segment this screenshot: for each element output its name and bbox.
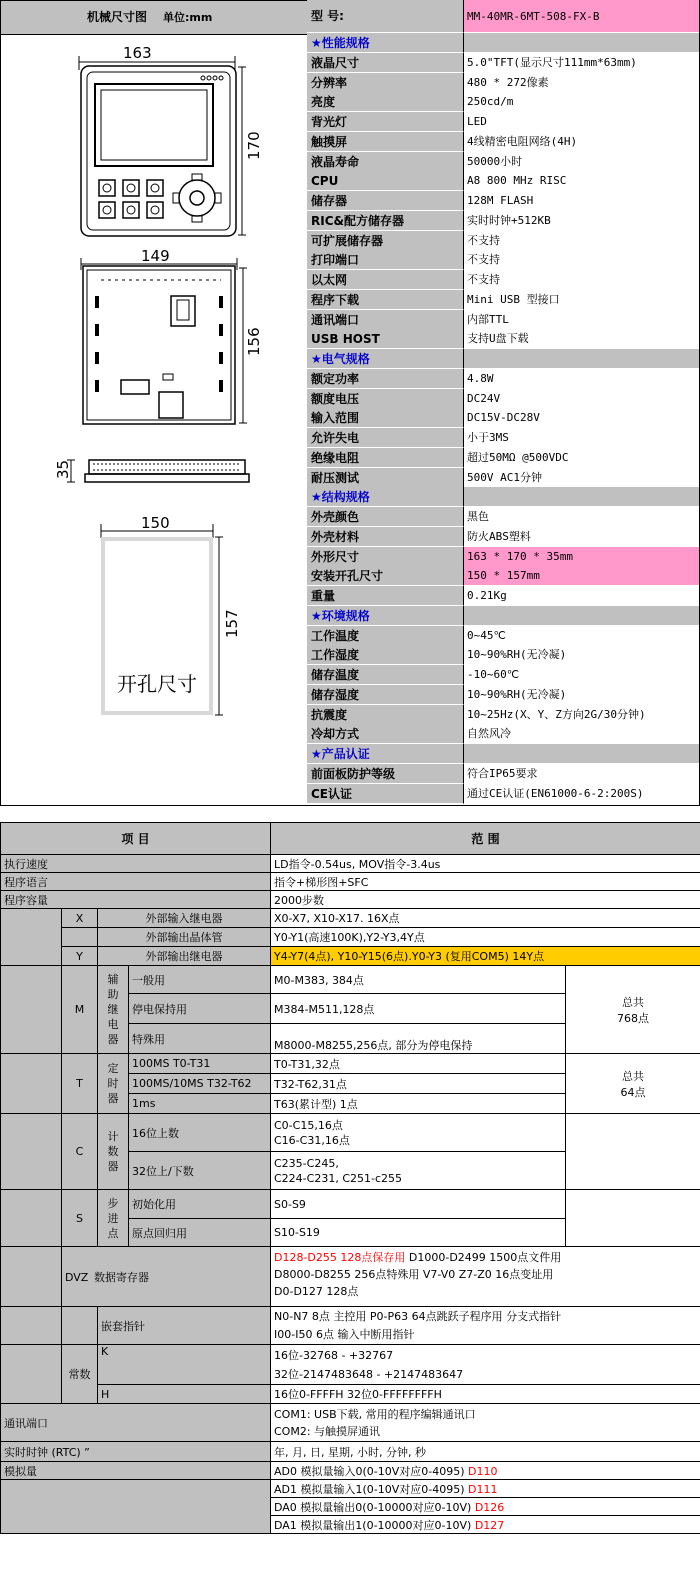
spec-value: 0.21Kg [464, 586, 700, 606]
spec-value: 0~45℃ [464, 626, 700, 646]
dvz-name: 数据寄存器 [94, 1270, 149, 1284]
da0-row [271, 1498, 700, 1516]
spec-value: 通过CE认证(EN61000-6-2:200S) [464, 784, 700, 804]
spec-row [307, 53, 700, 73]
spec-label: 以太网 [307, 270, 464, 290]
spec-value: -10~60℃ [464, 665, 700, 685]
prog-lang-value: 指令+梯形图+SFC [271, 873, 700, 891]
spec-row [307, 645, 700, 665]
m-group: 辅 助 继 电 器 [98, 966, 129, 1054]
nest-line2: I00-I50 6点 输入中断用指针 [274, 1327, 415, 1341]
dim-cut-width: 150 [141, 514, 170, 532]
spec-row [307, 665, 700, 685]
m1-name: 一般用 [129, 966, 271, 994]
t3-name: 1ms [129, 1094, 271, 1114]
spec-value: 480 * 272像素 [464, 73, 700, 93]
c1-value: C0-C15,16点 C16-C31,16点 [271, 1114, 566, 1152]
model-row [307, 0, 700, 23]
spec-value: 10~90%RH(无冷凝) [464, 645, 700, 665]
spec-value [464, 744, 700, 764]
spec-value: 10~90%RH(无冷凝) [464, 685, 700, 705]
spec-row [307, 152, 700, 172]
spec-row [307, 211, 700, 231]
x-value: X0-X7, X10-X17. 16X点 [271, 909, 700, 928]
spec-label: 外壳颜色 [307, 507, 464, 527]
c2-value: C235-C245, C224-C231, C251-c255 [271, 1152, 566, 1190]
spec-value: 内部TTL [464, 310, 700, 330]
dvz-line1-rest: D1000-D2499 1500点文件用 [405, 1251, 562, 1264]
spec-label: 冷却方式 [307, 724, 464, 744]
t1-value: T0-T31,32点 [271, 1054, 566, 1074]
spec-label: 耐压测试 [307, 468, 464, 488]
spec-value: LED [464, 112, 700, 132]
spec-value: 不支持 [464, 270, 700, 290]
spec-label: 可扩展储存器 [307, 231, 464, 251]
spec-label: 亮度 [307, 92, 464, 112]
spec-section-row [307, 349, 700, 369]
spec-section-row [307, 33, 700, 53]
spec-row [307, 527, 700, 547]
spec-label: 工作湿度 [307, 645, 464, 665]
spec-value: 10~25Hz(X、Y、Z方向2G/30分钟) [464, 705, 700, 725]
spec-label: 储存器 [307, 191, 464, 211]
spec-label: 通讯端口 [307, 310, 464, 330]
t2-value: T32-T62,31点 [271, 1074, 566, 1094]
spec-label: 背光灯 [307, 112, 464, 132]
m3-value: M8000-M8255,256点, 部分为停电保持 [271, 1024, 566, 1054]
spec-row [307, 389, 700, 409]
spec-section-title: ★产品认证 [307, 744, 464, 764]
spec-label: 储存温度 [307, 665, 464, 685]
spec-row [307, 724, 700, 744]
t3-value: T63(累计型) 1点 [271, 1094, 566, 1114]
spec-row [307, 132, 700, 152]
spec-label: RIC&配方储存器 [307, 211, 464, 231]
prog-cap-label: 程序容量 [1, 891, 271, 909]
spec-label: 安装开孔尺寸 [307, 566, 464, 586]
spec-label: USB HOST [307, 329, 464, 349]
spec-row [307, 112, 700, 132]
t1-name: 100MS T0-T31 [129, 1054, 271, 1074]
spec-row [307, 566, 700, 586]
plc-spec-table [0, 822, 700, 1594]
spec-row [307, 231, 700, 251]
dim-back-height: 156 [245, 327, 263, 356]
spec-row [307, 408, 700, 428]
da1-text: DA1 模拟量输出1(0-10000对应0-10V) [274, 1518, 475, 1532]
spec-row [307, 586, 700, 606]
x-name: 外部输入继电器 [98, 909, 271, 928]
t-code: T [62, 1054, 98, 1114]
spec-value: 支持U盘下载 [464, 329, 700, 349]
analog-label: 模拟量 [1, 1462, 271, 1480]
spec-value [464, 606, 700, 626]
spec-row [307, 468, 700, 488]
spec-value: 防火ABS塑料 [464, 527, 700, 547]
spec-label: 输入范围 [307, 408, 464, 428]
spec-label: 打印端口 [307, 250, 464, 270]
spec-label: 重量 [307, 586, 464, 606]
dvz-code: DVZ [65, 1270, 89, 1284]
spec-value: 4线精密电阻网络(4H) [464, 132, 700, 152]
spec-label: 额度电压 [307, 389, 464, 409]
x-code: X [62, 909, 98, 928]
nest-name: 嵌套指针 [98, 1307, 271, 1345]
comm-line2: COM2: 与触摸屏通讯 [274, 1424, 381, 1438]
dvz-line1-red: D128-D255 128点保存用 [274, 1251, 406, 1264]
spec-row [307, 310, 700, 330]
comm-line1: COM1: USB下载, 常用的程序编辑通讯口 [274, 1407, 476, 1421]
da0-text: DA0 模拟量输出0(0-10000对应0-10V) [274, 1501, 475, 1514]
da1-row [271, 1516, 700, 1534]
dim-back-width: 149 [141, 247, 170, 265]
m2-value: M384-M511,128点 [271, 994, 566, 1024]
c-code: C [62, 1114, 98, 1190]
comm-label: 通讯端口 [1, 1404, 271, 1442]
prog-cap-value: 2000步数 [271, 891, 700, 909]
c2-name: 32位上/下数 [129, 1152, 271, 1190]
t-total: 总共 64点 [566, 1054, 700, 1114]
dimension-drawing-panel [0, 0, 307, 806]
spec-row [307, 448, 700, 468]
exec-speed-value: LD指令-0.54us, MOV指令-3.4us [271, 855, 700, 873]
spec-value: 符合IP65要求 [464, 764, 700, 784]
dim-front-height: 170 [245, 131, 263, 160]
spec-row [307, 329, 700, 349]
spec-row [307, 626, 700, 646]
y-transistor-name: 外部输出晶体管 [98, 928, 271, 947]
ad1-text: AD1 模拟量输入1(0-10V对应0-4095) [274, 1482, 469, 1496]
drawing-header [1, 1, 307, 35]
spec-section-title: ★环境规格 [307, 606, 464, 626]
m-total: 总共 768点 [566, 966, 700, 1054]
spec-label: 触摸屏 [307, 132, 464, 152]
spec-value: 50000小时 [464, 152, 700, 172]
ad0-text: AD0 模拟量输入0(0-10V对应0-4095) [274, 1464, 469, 1478]
s2-name: 原点回归用 [129, 1219, 271, 1247]
spec-label: 外形尺寸 [307, 547, 464, 567]
k-line2: 32位-2147483648 - +2147483647 [274, 1367, 464, 1381]
ad0-reg: D110 [468, 1464, 498, 1478]
spec-section-row [307, 487, 700, 507]
header-item: 项 目 [1, 823, 271, 855]
dvz-cell [62, 1247, 271, 1307]
k-line1: 16位-32768 - +32767 [274, 1348, 394, 1362]
y-code: Y [62, 947, 98, 966]
model-label: 型 号: [307, 0, 464, 33]
rtc-label: 实时时钟 (RTC) ” [1, 1442, 271, 1462]
drawing-title: 机械尺寸图 [87, 10, 148, 24]
spec-label: 额定功率 [307, 369, 464, 389]
spec-section-row [307, 744, 700, 764]
spec-value: 黑色 [464, 507, 700, 527]
back-view [81, 247, 263, 424]
spec-label: CE认证 [307, 784, 464, 804]
c-group: 计 数 器 [98, 1114, 129, 1190]
spec-value: DC24V [464, 389, 700, 409]
cutout-view [101, 514, 241, 715]
spec-value [464, 33, 700, 53]
spec-label: 程序下载 [307, 290, 464, 310]
spec-value: 不支持 [464, 250, 700, 270]
s1-name: 初始化用 [129, 1190, 271, 1219]
spec-value: 128M FLASH [464, 191, 700, 211]
spec-value: 小于3MS [464, 428, 700, 448]
t-group: 定 时 器 [98, 1054, 129, 1114]
spec-value: 不支持 [464, 231, 700, 251]
h-value: 16位0-FFFFH 32位0-FFFFFFFFH [271, 1385, 700, 1404]
dvz-line2: D8000-D8255 256点特殊用 V7-V0 Z7-Z0 16点变址用 [274, 1268, 554, 1281]
cut-label: 开孔尺寸 [117, 672, 197, 696]
m1-value: M0-M383, 384点 [271, 966, 566, 994]
spec-value: 4.8W [464, 369, 700, 389]
spec-label: 储存湿度 [307, 685, 464, 705]
spec-label: 工作温度 [307, 626, 464, 646]
rtc-value: 年, 月, 日, 星期, 小时, 分钟, 秒 [271, 1442, 700, 1462]
spec-row [307, 705, 700, 725]
spec-row [307, 73, 700, 93]
spec-value: DC15V-DC28V [464, 408, 700, 428]
s2-value: S10-S19 [271, 1219, 566, 1247]
dim-cut-height: 157 [223, 609, 241, 638]
ad0-row [271, 1462, 700, 1480]
header-range: 范 围 [271, 823, 700, 855]
spec-row [307, 685, 700, 705]
spec-row [307, 764, 700, 784]
ad1-reg: D111 [468, 1482, 498, 1496]
da1-reg: D127 [474, 1518, 505, 1532]
spec-section-row [307, 606, 700, 626]
m3-name: 特殊用 [129, 1024, 271, 1054]
comm-values [271, 1404, 700, 1442]
spec-row [307, 428, 700, 448]
spec-row [307, 784, 700, 804]
spec-value: 自然风冷 [464, 724, 700, 744]
y-relay-value: Y4-Y7(4点), Y10-Y15(6点).Y0-Y3 (复用COM5) 14Y点 [271, 947, 700, 966]
spec-value: 250cd/m [464, 92, 700, 112]
spec-section-title: ★电气规格 [307, 349, 464, 369]
t2-name: 100MS/10MS T32-T62 [129, 1074, 271, 1094]
nest-line1: N0-N7 8点 主控用 P0-P63 64点跳跃子程序用 分支式指针 [274, 1309, 562, 1323]
spec-row [307, 171, 700, 191]
dim-front-width: 163 [123, 44, 152, 62]
spec-label: CPU [307, 171, 464, 191]
s-group: 步 进 点 [98, 1190, 129, 1247]
spec-row [307, 92, 700, 112]
exec-speed-label: 执行速度 [1, 855, 271, 873]
dim-depth: 35 [54, 459, 72, 479]
spec-label: 分辨率 [307, 73, 464, 93]
spec-row [307, 290, 700, 310]
spec-row [307, 369, 700, 389]
nest-values [271, 1307, 700, 1345]
model-value: MM-40MR-6MT-508-FX-B [464, 0, 700, 33]
const-group: 常数 [62, 1345, 98, 1404]
k-code: K [98, 1345, 271, 1385]
m2-name: 停电保持用 [129, 994, 271, 1024]
m-code: M [62, 966, 98, 1054]
side-view [54, 460, 249, 482]
k-values [271, 1345, 700, 1385]
spec-row [307, 191, 700, 211]
spec-row [307, 270, 700, 290]
spec-value: 超过50MΩ @500VDC [464, 448, 700, 468]
spec-label: 外壳材料 [307, 527, 464, 547]
spec-label: 绝缘电阻 [307, 448, 464, 468]
spec-value: Mini USB 型接口 [464, 290, 700, 310]
spec-section-title: ★性能规格 [307, 33, 464, 53]
spec-section-title: ★结构规格 [307, 487, 464, 507]
y-transistor-value: Y0-Y1(高速100K),Y2-Y3,4Y点 [271, 928, 700, 947]
ad1-row [271, 1480, 700, 1498]
spec-value: 实时时钟+512KB [464, 211, 700, 231]
da0-reg: D126 [474, 1501, 505, 1514]
spec-label: 抗震度 [307, 705, 464, 725]
h-code: H [98, 1385, 271, 1404]
dvz-values [271, 1247, 700, 1307]
front-view [79, 44, 263, 236]
spec-label: 液晶尺寸 [307, 53, 464, 73]
spec-label: 允许失电 [307, 428, 464, 448]
dvz-line3: D0-D127 128点 [274, 1285, 359, 1298]
y-relay-name: 外部输出继电器 [98, 947, 271, 966]
spec-value: 150 * 157mm [464, 566, 700, 586]
spec-label: 前面板防护等级 [307, 764, 464, 784]
spec-value [464, 349, 700, 369]
s1-value: S0-S9 [271, 1190, 566, 1219]
spec-value: 163 * 170 * 35mm [464, 547, 700, 567]
spec-value: 500V AC1分钟 [464, 468, 700, 488]
c1-name: 16位上数 [129, 1114, 271, 1152]
spec-row [307, 250, 700, 270]
spec-row [307, 547, 700, 567]
s-code: S [62, 1190, 98, 1247]
spec-row [307, 507, 700, 527]
spec-value [464, 487, 700, 507]
spec-label: 液晶寿命 [307, 152, 464, 172]
spec-value: 5.0"TFT(显示尺寸111mm*63mm) [464, 53, 700, 73]
dimension-drawing [1, 34, 307, 806]
spec-value: A8 800 MHz RISC [464, 171, 700, 191]
drawing-unit: 单位:mm [163, 11, 213, 24]
prog-lang-label: 程序语言 [1, 873, 271, 891]
